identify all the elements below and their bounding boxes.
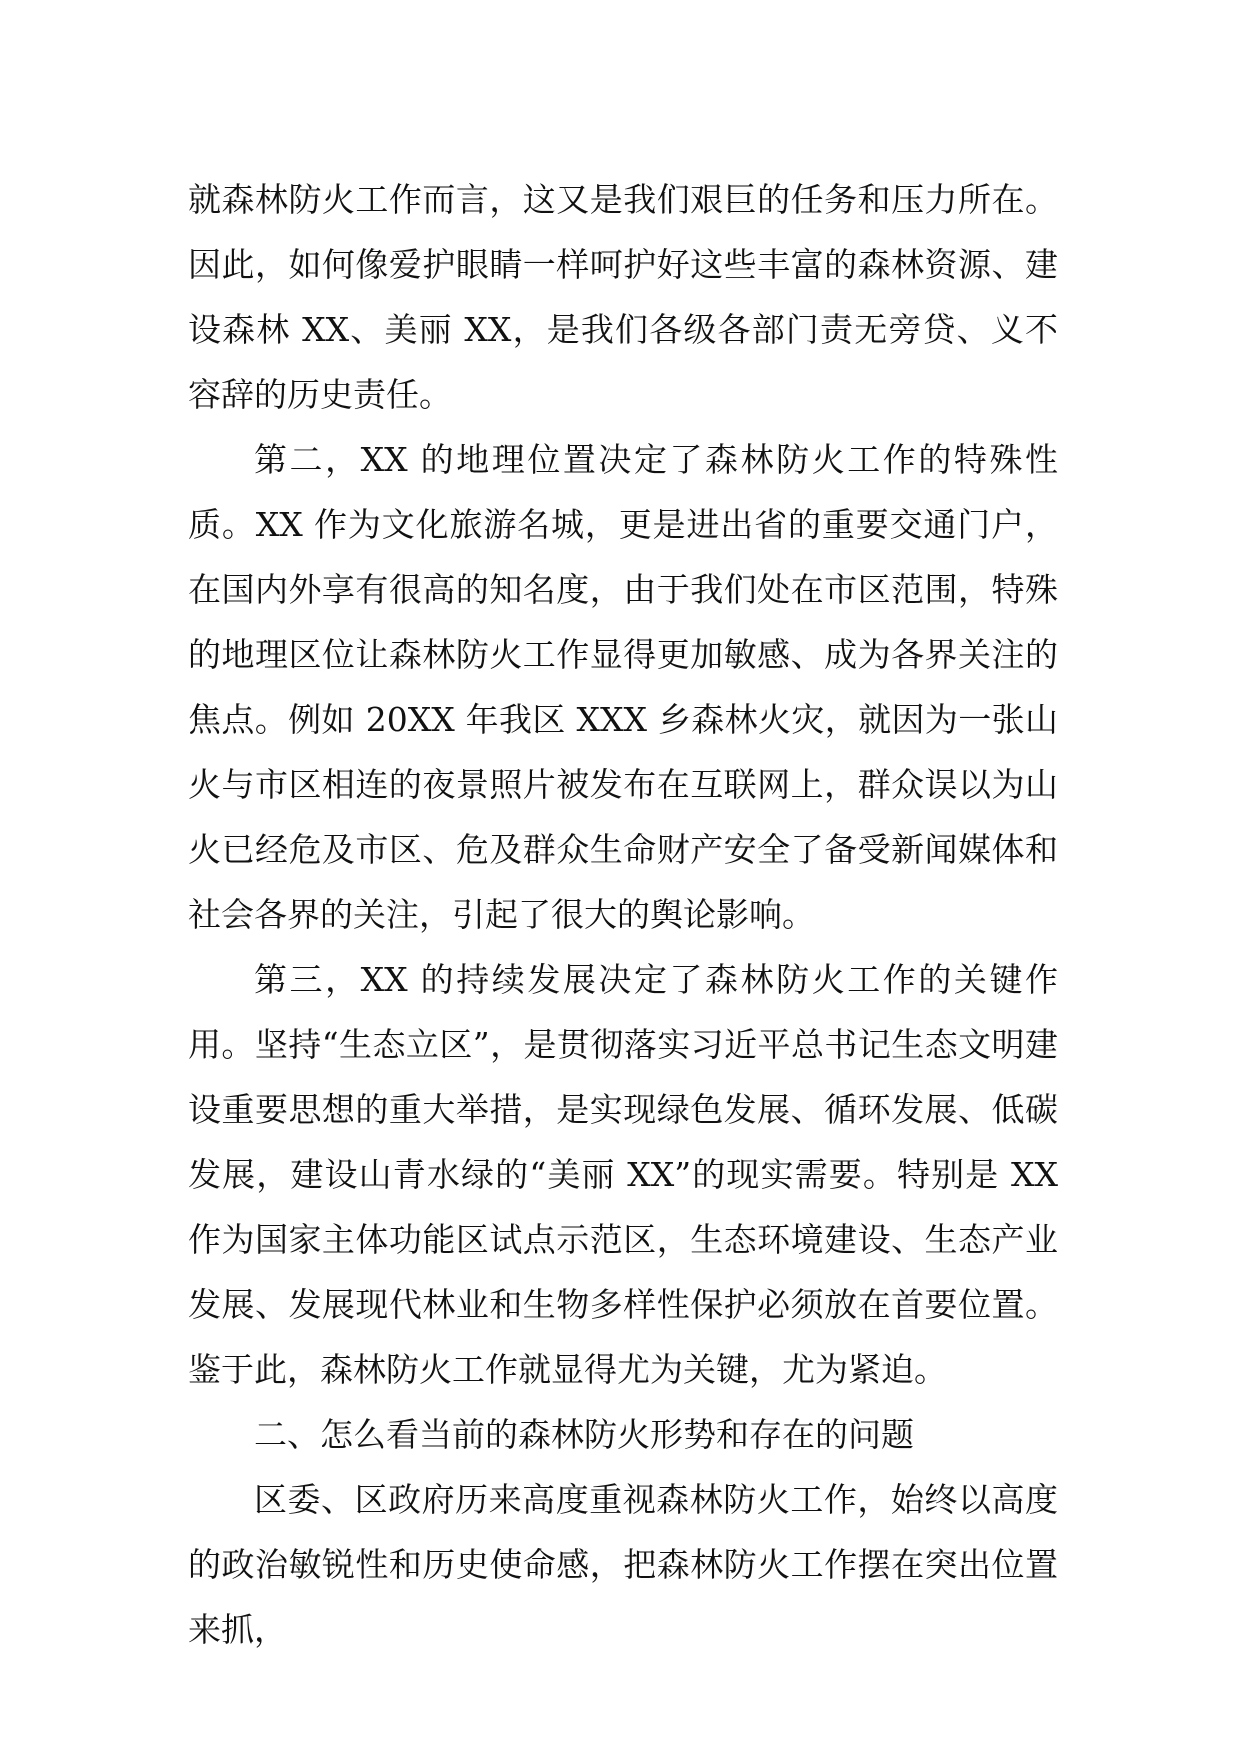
section-heading: 二、怎么看当前的森林防火形势和存在的问题 <box>254 1415 914 1454</box>
document-body <box>188 167 1058 1662</box>
paragraph-continuation: 就森林防火工作而言，这又是我们艰巨的任务和压力所在。因此，如何像爱护眼睛一样呵护好这些丰富的森林资源、建设森林 XX、美丽 XX，是我们各级各部门责无旁贷、义不容辞的历史责任。 <box>188 180 1058 414</box>
paragraph-second-point: 第二，XX 的地理位置决定了森林防火工作的特殊性质。XX 作为文化旅游名城，更是进出省的重要交通门户，在国内外享有很高的知名度，由于我们处在市区范围，特殊的地理区位让森林防火工作显得更加敏感、成为各界关注的焦点。例如 20XX 年我区 XXX 乡森林火灾，就因为一张山火与市区相连的夜景照片被发布在互联网上，群众误以为山火已经危及市区、危及群众生命财产安全了备受新闻媒体和社会各界的关注，引起了很大的舆论影响。 <box>188 440 1058 934</box>
paragraph-third-point: 第三，XX 的持续发展决定了森林防火工作的关键作用。坚持“生态立区”，是贯彻落实习近平总书记生态文明建设重要思想的重大举措，是实现绿色发展、循环发展、低碳发展，建设山青水绿的“美丽 XX”的现实需要。特别是 XX 作为国家主体功能区试点示范区，生态环境建设、生态产业发展、发展现代林业和生物多样性保护必须放在首要位置。鉴于此，森林防火工作就显得尤为关键，尤为紧迫。 <box>188 960 1058 1389</box>
paragraph-section-intro: 区委、区政府历来高度重视森林防火工作，始终以高度的政治敏锐性和历史使命感，把森林防火工作摆在突出位置来抓， <box>188 1480 1058 1649</box>
